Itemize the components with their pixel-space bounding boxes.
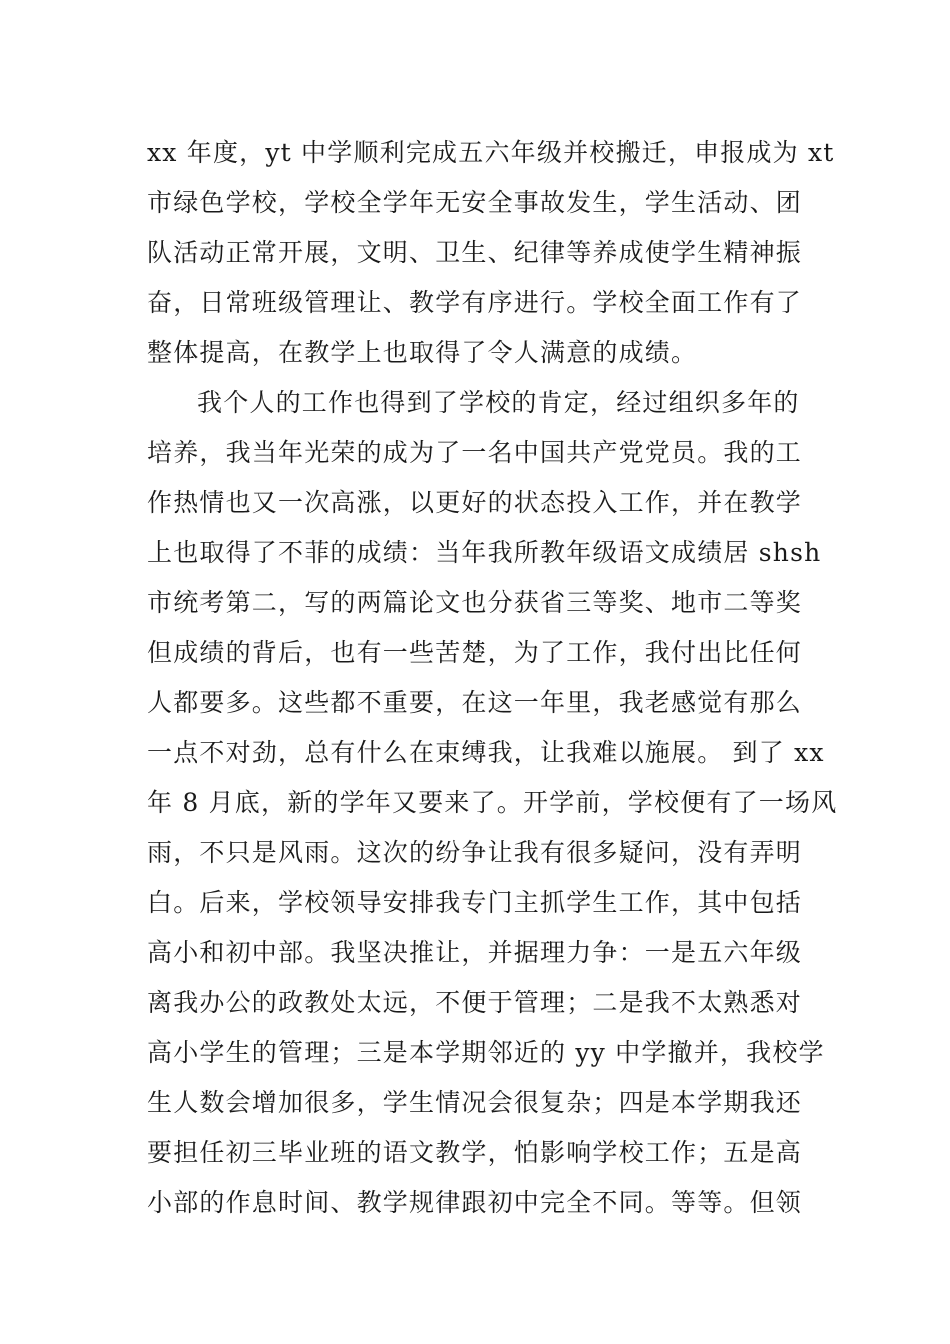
paragraph-1-line-5: 整体提高，在教学上也取得了令人满意的成绩。 — [147, 338, 698, 367]
paragraph-2-line-10: 雨，不只是风雨。这次的纷争让我有很多疑问，没有弄明 — [147, 838, 803, 867]
paragraph-2-line-14: 高小学生的管理；三是本学期邻近的 yy 中学撤并，我校学 — [147, 1038, 825, 1067]
paragraph-2-line-9: 年 8 月底，新的学年又要来了。开学前，学校便有了一场风 — [147, 788, 838, 817]
paragraph-2-line-12: 高小和初中部。我坚决推让，并据理力争：一是五六年级 — [147, 938, 803, 967]
paragraph-2-line-2: 培养，我当年光荣的成为了一名中国共产党党员。我的工 — [147, 438, 803, 467]
paragraph-2-line-8: 一点不对劲，总有什么在束缚我，让我难以施展。 到了 xx — [147, 738, 825, 767]
paragraph-2-line-1: 我个人的工作也得到了学校的肯定，经过组织多年的 — [197, 388, 800, 417]
paragraph-2-line-4: 上也取得了不菲的成绩：当年我所教年级语文成绩居 shsh — [147, 538, 822, 567]
paragraph-2-line-3: 作热情也又一次高涨，以更好的状态投入工作，并在教学 — [147, 488, 803, 517]
paragraph-2-line-16: 要担任初三毕业班的语文教学，怕影响学校工作；五是高 — [147, 1138, 803, 1167]
paragraph-2-line-6: 但成绩的背后，也有一些苦楚，为了工作，我付出比任何 — [147, 638, 803, 667]
paragraph-2-line-11: 白。后来，学校领导安排我专门主抓学生工作，其中包括 — [147, 888, 803, 917]
paragraph-1-line-2: 市绿色学校，学校全学年无安全事故发生，学生活动、团 — [147, 188, 803, 217]
paragraph-2-line-5: 市统考第二，写的两篇论文也分获省三等奖、地市二等奖 — [147, 588, 803, 617]
paragraph-1-line-3: 队活动正常开展，文明、卫生、纪律等养成使学生精神振 — [147, 238, 803, 267]
paragraph-1-line-4: 奋，日常班级管理让、教学有序进行。学校全面工作有了 — [147, 288, 803, 317]
paragraph-2-line-17: 小部的作息时间、教学规律跟初中完全不同。等等。但领 — [147, 1188, 803, 1217]
paragraph-2-line-7: 人都要多。这些都不重要，在这一年里，我老感觉有那么 — [147, 688, 803, 717]
paragraph-2-line-13: 离我办公的政教处太远，不便于管理；二是我不太熟悉对 — [147, 988, 803, 1017]
paragraph-1-line-1: xx 年度，yt 中学顺利完成五六年级并校搬迁，申报成为 xt — [147, 138, 835, 167]
paragraph-2-line-15: 生人数会增加很多，学生情况会很复杂；四是本学期我还 — [147, 1088, 803, 1117]
